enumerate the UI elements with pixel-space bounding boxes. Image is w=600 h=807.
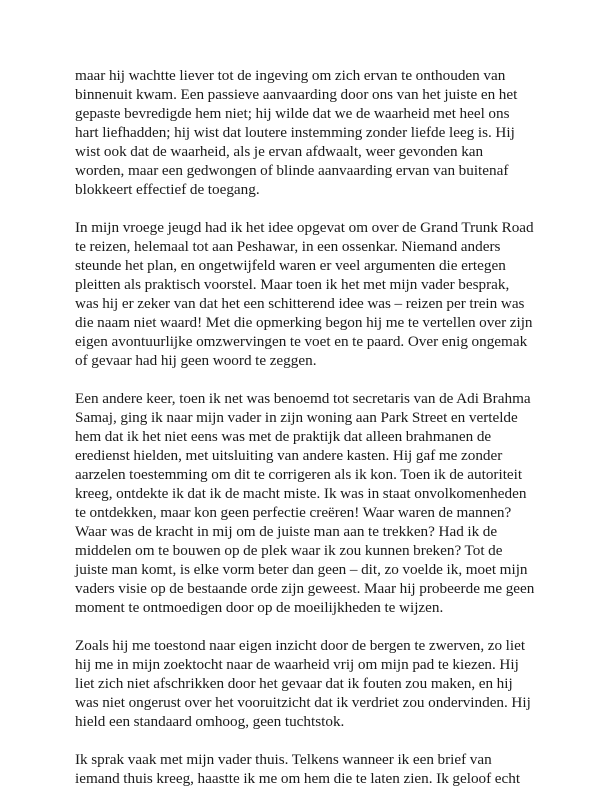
paragraph-5: Ik sprak vaak met mijn vader thuis. Telkens wanneer ik een brief van iemand thuis kreeg, haastte ik me om hem die te laten zien. Ik geloof echt [75, 751, 521, 787]
paragraph-3: Een andere keer, toen ik net was benoemd tot secretaris van de Adi Brahma Samaj, ging ik naar mijn vader in zijn woning aan Park Street en vertelde hem dat ik het niet eens was met de praktijk dat alleen brahmanen de eredienst hielden, met uitsluiting van andere kasten. Hij gaf me zonder aarzelen toestemming om dit te corrigeren als ik kon. Toen ik de autoriteit kreeg, ontdekte ik dat ik de macht miste. Ik was in staat onvolkomenheden te ontdekken, maar kon geen perfectie creëren! Waar waren de mannen? Waar was de kracht in mij om de juiste man aan te trekken? Had ik de middelen om te bouwen op de plek waar ik zou kunnen breken? Tot de juiste man komt, is elke vorm beter dan geen – dit, zo voelde ik, moet mijn vaders visie op de bestaande orde zijn geweest. Maar hij probeerde me geen moment te ontmoedigen door op de moeilijkheden te wijzen. [75, 390, 535, 616]
body-text [75, 66, 535, 807]
paragraph-1: maar hij wachtte liever tot de ingeving om zich ervan te onthouden van binnenuit kwam. Een passieve aanvaarding door ons van het juiste en het gepaste bevredigde hem niet; hij wilde dat we de waarheid met heel ons hart liefhadden; hij wist dat loutere instemming zonder liefde leeg is. Hij wist ook dat de waarheid, als je ervan afdwaalt, weer gevonden kan worden, maar een gedwongen of blinde aanvaarding ervan van buitenaf blokkeert effectief de toegang. [75, 67, 518, 198]
paragraph-4: Zoals hij me toestond naar eigen inzicht door de bergen te zwerven, zo liet hij me in mijn zoektocht naar de waarheid vrij om mijn pad te kiezen. Hij liet zich niet afschrikken door het gevaar dat ik fouten zou maken, en hij was niet ongerust over het vooruitzicht dat ik verdriet zou ondervinden. Hij hield een standaard omhoog, geen tuchtstok. [75, 637, 531, 730]
paragraph-2: In mijn vroege jeugd had ik het idee opgevat om over de Grand Trunk Road te reizen, helemaal tot aan Peshawar, in een ossenkar. Niemand anders steunde het plan, en ongetwijfeld waren er veel argumenten die ertegen pleitten als praktisch voorstel. Maar toen ik het met mijn vader besprak, was hij er zeker van dat het een schitterend idee was – reizen per trein was die naam niet waard! Met die opmerking begon hij me te vertellen over zijn eigen avontuurlijke omzwervingen te voet en te paard. Over enig ongemak of gevaar had hij geen woord te zeggen. [75, 219, 534, 369]
